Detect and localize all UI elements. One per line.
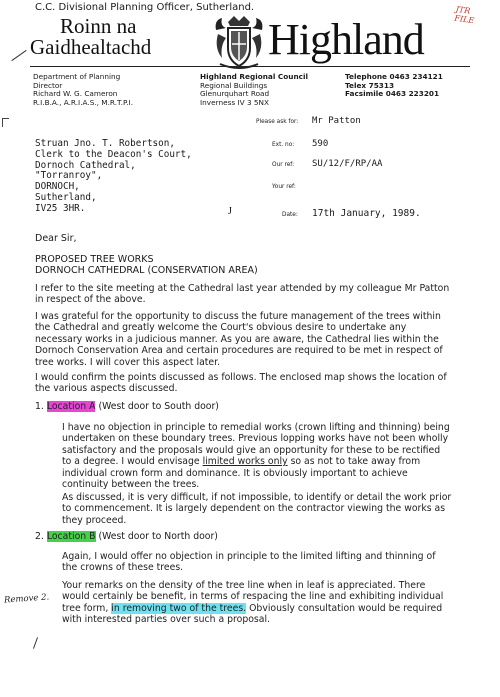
pen-mark: J	[228, 206, 232, 217]
council-building: Regional Buildings	[200, 80, 268, 90]
bottom-margin-mark	[33, 637, 38, 649]
location-a-highlight: Location A	[46, 401, 96, 412]
ask-label: Please ask for:	[256, 119, 299, 125]
date-label: Date:	[282, 212, 298, 218]
item-2-text-a: Your remarks on the density of the tree line when in leaf is appreciated. There would certainly be benefit, in terms of respacing the line and exhibiting individual tree form,	[62, 580, 444, 614]
paragraph-3: I would confirm the points discussed as follows. The enclosed map shows the location of the various aspects discussed.	[35, 372, 447, 395]
subject-line-2: DORNOCH CATHEDRAL (CONSERVATION AREA)	[35, 265, 258, 276]
telephone: Telephone 0463 234121	[345, 72, 443, 81]
council-city: Inverness IV 3 5NX	[200, 97, 270, 107]
facsimile: Facsimile 0463 223201	[345, 89, 440, 99]
item-2-paragraph-2	[62, 580, 452, 626]
our-ref-label: Our ref:	[272, 162, 295, 168]
item-1-paragraph-1	[62, 422, 452, 490]
logo-gaelic-line2: Gaidhealtachd	[30, 35, 152, 59]
item-2-number: 2.	[35, 531, 44, 542]
item-1-number: 1.	[35, 401, 44, 412]
file-note: JTR FILE	[453, 4, 475, 26]
item-1-text-b: so as not to take away from individual crown form and dominance. It is obviously important to achieve continuity between the trees.	[62, 456, 421, 491]
council-name: Highland Regional Council	[200, 72, 308, 81]
address-line: "Torranroy",	[35, 170, 103, 182]
margin-tick-mark	[11, 50, 26, 61]
ext-label: Ext. no:	[272, 142, 295, 148]
margin-bracket-mark	[2, 118, 9, 127]
your-ref-label: Your ref:	[272, 184, 296, 190]
item-1-paragraph-2: As discussed, it is very difficult, if not impossible, to identify or detail the work prior to commencement. It is largely dependent on the contractor viewing the works as they proceed.	[62, 492, 452, 526]
address-line: Clerk to the Deacon's Court,	[35, 148, 192, 160]
date-value: 17th January, 1989.	[312, 208, 421, 219]
paragraph-2: I was grateful for the opportunity to discuss the future management of the trees within the Cathedral and greatly welcome the Court's obvious desire to undertake any necessary works in a judicious manner. As you are aware, the Cathedral lies within the Dornoch Conservation Area and certain procedures are required to be met in respect of tree works. I will cover this aspect later.	[35, 311, 443, 368]
location-b-highlight: Location B	[46, 531, 96, 542]
remove-note: Remove 2.	[3, 592, 50, 606]
subject-line-1: PROPOSED TREE WORKS	[35, 254, 154, 265]
director-name: Richard W. G. Cameron	[33, 89, 118, 99]
address-line: Sutherland,	[35, 191, 97, 203]
item-2-heading	[35, 531, 218, 542]
telex: Telex 75313	[345, 80, 395, 90]
address-line: Struan Jno. T. Robertson,	[35, 138, 175, 149]
limited-works-underline: limited works only	[202, 456, 288, 468]
address-line: IV25 3HR.	[35, 202, 86, 214]
council-road: Glenurquhart Road	[200, 89, 270, 99]
item-1-direction: (West door to South door)	[98, 401, 219, 412]
header-rule	[30, 66, 470, 67]
logo-highland: Highland	[268, 15, 424, 64]
recipient-address	[35, 139, 192, 215]
item-2-paragraph-1: Again, I would offer no objection in principle to the limited lifting and thinning of the crowns of these trees.	[62, 551, 436, 574]
paragraph-1: I refer to the site meeting at the Cathedral last year attended by my colleague Mr Patton in respect of the above.	[35, 283, 450, 306]
department-title: Department of Planning	[33, 72, 121, 81]
cc-line: C.C. Divisional Planning Officer, Sutherland.	[35, 2, 255, 13]
director-quals: R.I.B.A., A.R.I.A.S., M.R.T.P.I.	[33, 97, 134, 107]
removing-trees-highlight: in removing two of the trees.	[111, 602, 247, 614]
item-2-direction: (West door to North door)	[98, 531, 218, 542]
item-1-text-a: I have no objection in principle to remedial works (crown lifting and thinning) being undertaken on these boundary trees. Previous lopping works have not been wholly satisfactory and the proposals would give an opportunity for these to be rectified to a degree. I would envisage	[62, 422, 450, 468]
contact-block	[345, 73, 443, 99]
item-1-heading	[35, 401, 219, 412]
director-role: Director	[33, 80, 63, 90]
our-ref-value: SU/12/F/RP/AA	[312, 159, 383, 169]
item-2-text-b: Obviously consultation would be required with interested parties over such a proposal.	[62, 602, 443, 626]
ext-value: 590	[312, 139, 329, 149]
ask-value: Mr Patton	[312, 116, 361, 126]
council-block	[200, 73, 308, 107]
address-line: DORNOCH,	[35, 181, 80, 193]
coat-of-arms-crest	[210, 14, 268, 70]
department-block	[33, 73, 133, 107]
address-line: Dornoch Cathedral,	[35, 159, 136, 171]
logo-gaelic-line1: Roinn na	[60, 14, 137, 38]
salutation: Dear Sir,	[35, 233, 77, 244]
